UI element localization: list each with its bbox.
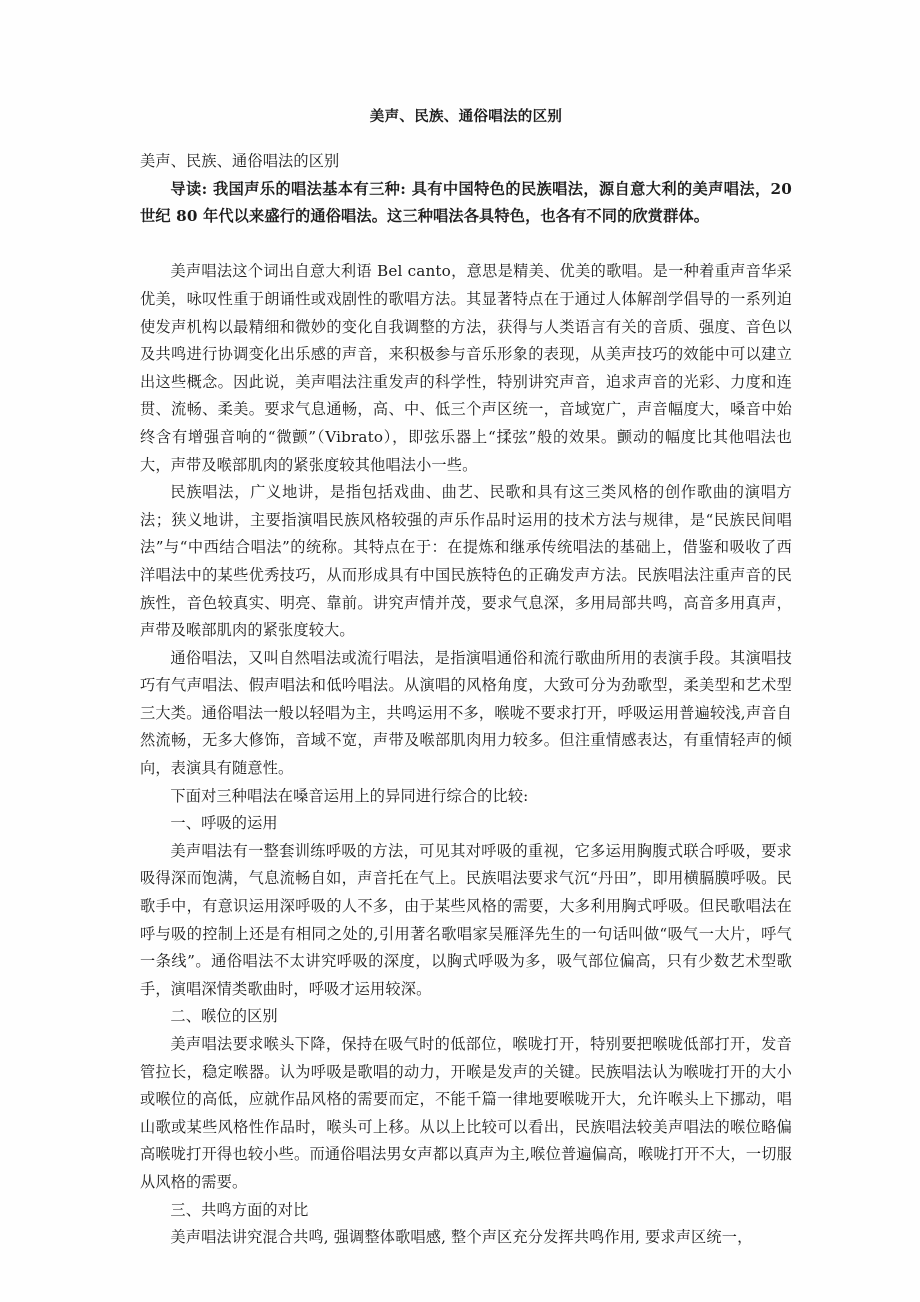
section-heading-three: 三、共鸣方面的对比 — [170, 1200, 309, 1219]
section-heading-two: 二、喉位的区别 — [170, 1007, 278, 1026]
paragraph-folk-style: 民族唱法，广义地讲，是指包括戏曲、曲艺、民歌和具有这三类风格的创作歌曲的演唱方法；狭义地讲，主要指演唱民族风格较强的声乐作品时运用的技术方法与规律，是“民族民间唱法”与“中西结合唱法”的统称。其特点在于：在提炼和继承传统唱法的基础上，借鉴和吸收了西洋唱法中的某些优秀技巧，从而形成具有中国民族特色的正确发声方法。民族唱法注重声音的民族性，音色较真实、明亮、靠前。讲究声情并茂，要求气息深，多用局部共鸣，高音多用真声，声带及喉部肌肉的紧张度较大。 — [140, 483, 792, 640]
paragraph-popular-style: 通俗唱法，又叫自然唱法或流行唱法，是指演唱通俗和流行歌曲所用的表演手段。其演唱技巧有气声唱法、假声唱法和低吟唱法。从演唱的风格角度，大致可分为劲歌型，柔美型和艺术型三大类。通俗唱法一般以轻唱为主，共鸣运用不多，喉咙不要求打开，呼吸运用普遍较浅,声音自然流畅，无多大修饰，音域不宽，声带及喉部肌肉用力较多。但注重情感表达，有重情轻声的倾向，表演具有随意性。 — [140, 648, 792, 778]
lead-paragraph: 导读: 我国声乐的唱法基本有三种: 具有中国特色的民族唱法，源自意大利的美声唱法，20 世纪 80 年代以来盛行的通俗唱法。这三种唱法各具特色，也各有不同的欣赏群体。 — [140, 179, 792, 226]
paragraph-section-three-body: 美声唱法讲究混合共鸣, 强调整体歌唱感, 整个声区充分发挥共鸣作用, 要求声区统一， — [170, 1228, 753, 1247]
paragraph-section-two-body: 美声唱法要求喉头下降，保持在吸气时的低部位，喉咙打开，特别要把喉咙低部打开，发音管拉长，稳定喉器。认为呼吸是歌唱的动力，开喉是发声的关键。民族唱法认为喉咙打开的大小或喉位的高低，应就作品风格的需要而定，不能千篇一律地要喉咙开大，允许喉头上下挪动，唱山歌或某些风格性作品时，喉头可上移。从以上比较可以看出，民族唱法较美声唱法的喉位略偏高喉咙打开得也较小些。而通俗唱法男女声都以真声为主,喉位普遍偏高，喉咙打开不大，一切服从风格的需要。 — [140, 1035, 792, 1191]
paragraph-bel-canto: 美声唱法这个词出自意大利语 Bel canto，意思是精美、优美的歌唱。是一种着重声音华采优美，咏叹性重于朗诵性或戏剧性的歌唱方法。其显著特点在于通过人体解剖学倡导的一系列迫使发声机构以最精细和微妙的变化自我调整的方法，获得与人类语言有关的音质、强度、音色以及共鸣进行协调变化出乐感的声音，来积极参与音乐形象的表现，从美声技巧的效能中可以建立出这些概念。因此说，美声唱法注重发声的科学性，特别讲究声音，追求声音的光彩、力度和连贯、流畅、柔美。要求气息通畅，高、中、低三个声区统一，音域宽广，声音幅度大，嗓音中始终含有增强音响的“微颤”（Vibrato），即弦乐器上“揉弦”般的效果。颤动的幅度比其他唱法也大，声带及喉部肌肉的紧张度较其他唱法小一些。 — [140, 262, 792, 474]
paragraph-spacer — [140, 231, 792, 259]
page-title: 美声、民族、通俗唱法的区别 — [369, 108, 563, 125]
section-heading-one: 一、呼吸的运用 — [170, 814, 278, 833]
paragraph-section-one-body: 美声唱法有一整套训练呼吸的方法，可见其对呼吸的重视，它多运用胸腹式联合呼吸，要求吸得深而饱满，气息流畅自如，声音托在气上。民族唱法要求气沉“丹田”，即用横膈膜呼吸。民歌手中，有意识运用深呼吸的人不多，由于某些风格的需要，大多利用胸式呼吸。但民歌唱法在呼与吸的控制上还是有相同之处的,引用著名歌唱家吴雁泽先生的一句话叫做“吸气一大片，呼气一条线”。通俗唱法不太讲究呼吸的深度，以胸式呼吸为多，吸气部位偏高，只有少数艺术型歌手，演唱深情类歌曲时，呼吸才运用较深。 — [140, 841, 792, 998]
document-body — [140, 104, 792, 1252]
paragraph-comparison-intro: 下面对三种唱法在嗓音运用上的异同进行综合的比较: — [170, 786, 529, 805]
document-heading-line: 美声、民族、通俗唱法的区别 — [140, 152, 340, 170]
